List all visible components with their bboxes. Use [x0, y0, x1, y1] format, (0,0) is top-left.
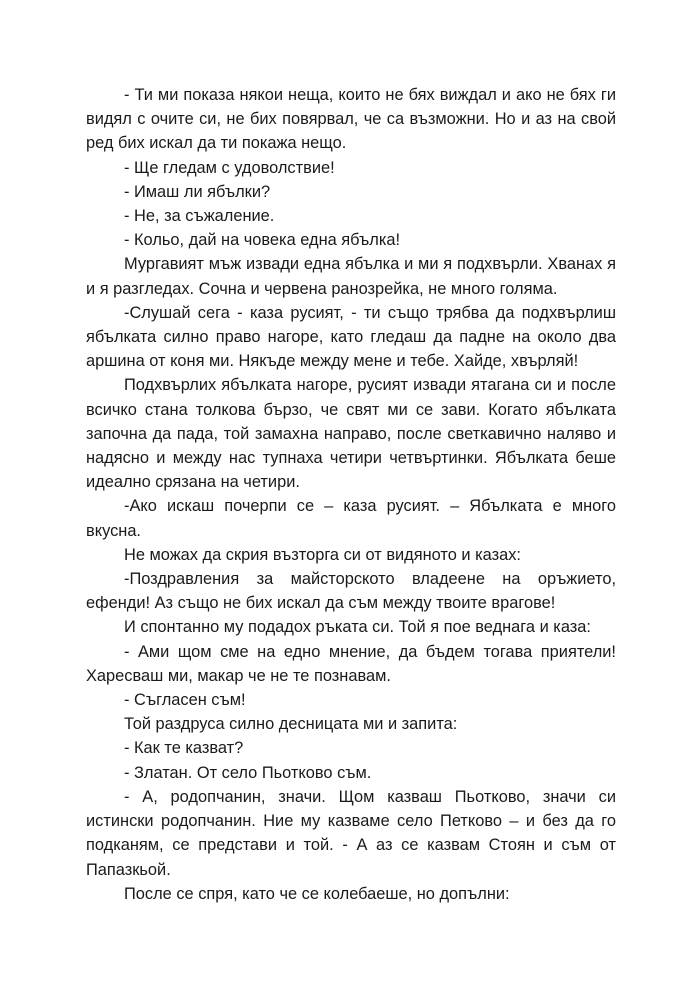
document-body	[86, 83, 616, 906]
paragraph: - Съгласен съм!	[124, 691, 246, 710]
paragraph: - Кольо, дай на човека една ябълка!	[124, 231, 401, 250]
paragraph: - Златан. От село Пьотково съм.	[124, 763, 372, 782]
paragraph: -Ако искаш почерпи се – каза русият. – Ябълката е много вкусна.	[86, 497, 616, 540]
paragraph: - А, родопчанин, значи. Щом казваш Пьотково, значи си истински родопчанин. Ние му казваме село Петково – и без да го подканям, се представи и той. - А аз се казвам Стоян и съм от Папазкьой.	[86, 787, 616, 879]
paragraph: - Ще гледам с удоволствие!	[124, 158, 335, 177]
paragraph: Той раздруса силно десницата ми и запита:	[124, 715, 458, 734]
paragraph: -Поздравления за майсторското владеене на оръжието, ефенди! Аз също не бих искал да съм между твоите врагове!	[86, 570, 616, 613]
paragraph: - Ти ми показа някои неща, които не бях виждал и ако не бях ги видял с очите си, не бих повярвал, че са възможни. Но и аз на свой ред бих искал да ти покажа нещо.	[86, 86, 616, 153]
paragraph: И спонтанно му подадох ръката си. Той я пое веднага и каза:	[124, 618, 591, 637]
paragraph: - Ами щом сме на едно мнение, да бъдем тогава приятели! Харесваш ми, макар че не те познавам.	[86, 642, 616, 685]
paragraph: - Как те казват?	[124, 739, 244, 758]
paragraph: - Не, за съжаление.	[124, 207, 275, 226]
paragraph: - Имаш ли ябълки?	[124, 182, 271, 201]
paragraph: Подхвърлих ябълката нагоре, русият извади ятагана си и после всичко стана толкова бързо, че свят ми се зави. Когато ябълката започна да пада, той замахна направо, после светкавично наляво и надясно и между нас тупнаха четири четвъртинки. Ябълката беше идеално срязана на четири.	[86, 376, 616, 492]
paragraph: Мургавият мъж извади една ябълка и ми я подхвърли. Хванах я и я разгледах. Сочна и червена ранозрейка, не много голяма.	[86, 255, 616, 298]
paragraph: Не можах да скрия възторга си от видяното и казах:	[124, 545, 521, 564]
paragraph: -Слушай сега - каза русият, - ти също трябва да подхвърлиш ябълката силно право нагоре, като гледаш да падне на около два аршина от коня ми. Някъде между мене и тебе. Хайде, хвърляй!	[86, 303, 616, 371]
paragraph: После се спря, като че се колебаеше, но допълни:	[124, 884, 510, 903]
